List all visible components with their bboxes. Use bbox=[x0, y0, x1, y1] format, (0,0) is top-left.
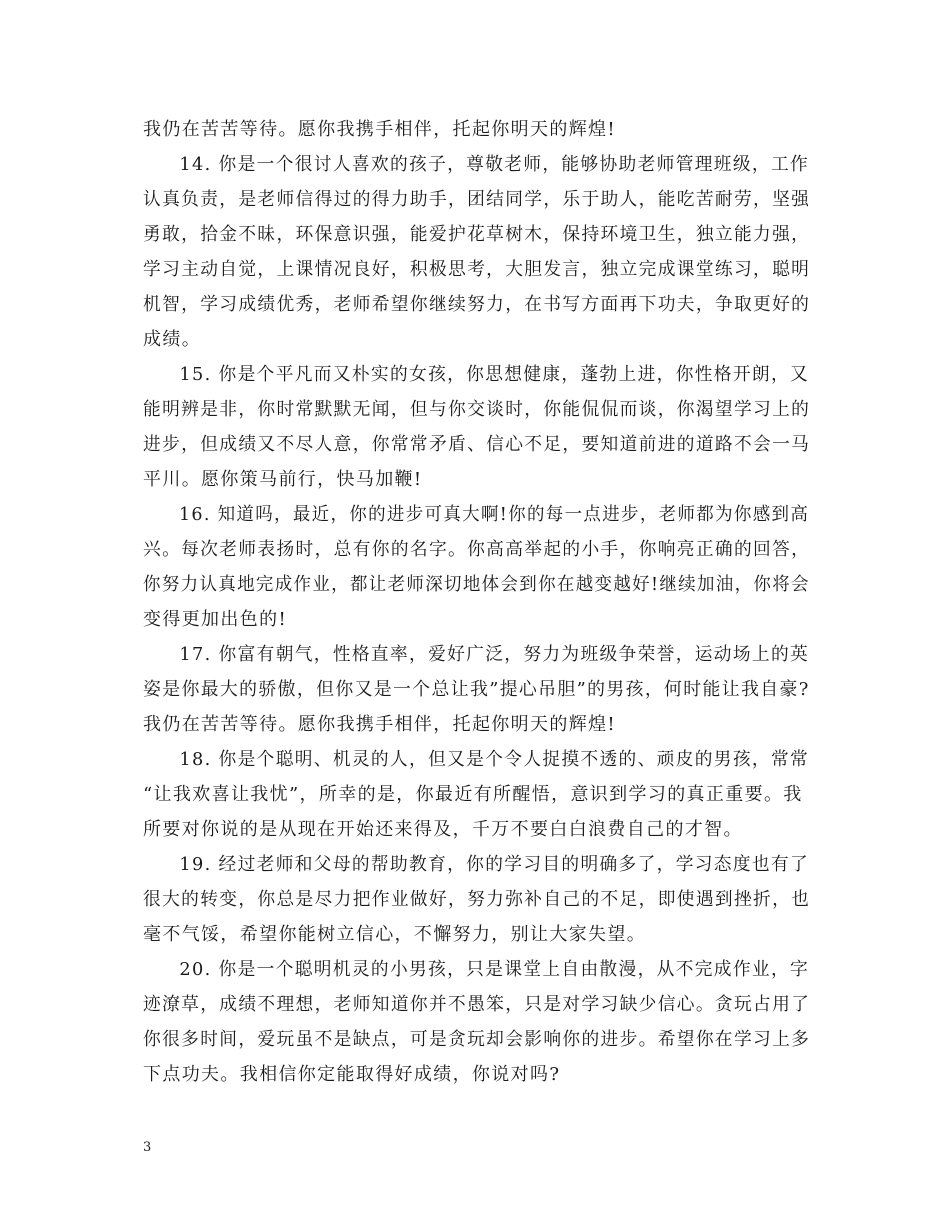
paragraph bbox=[143, 112, 810, 147]
text-line: 你很多时间，爱玩虽不是缺点，可是贪玩却会影响你的进步。希望你在学习上多 bbox=[143, 1029, 811, 1050]
text-line: 14. 你是一个很讨人喜欢的孩子，尊敬老师，能够协助老师管理班级，工作 bbox=[179, 154, 810, 175]
text-line: 17. 你富有朝气，性格直率，爱好广泛，努力为班级争荣誉，运动场上的英 bbox=[179, 644, 810, 665]
paragraph bbox=[143, 637, 810, 742]
text-line: 认真负责，是老师信得过的得力助手，团结同学，乐于助人，能吃苦耐劳，坚强 bbox=[143, 189, 811, 210]
text-line: 能明辨是非，你时常默默无闻，但与你交谈时，你能侃侃而谈，你渴望学习上的 bbox=[143, 399, 811, 420]
text-line: 15. 你是个平凡而又朴实的女孩，你思想健康，蓬勃上进，你性格开朗，又 bbox=[179, 364, 810, 385]
paragraph bbox=[143, 497, 810, 637]
page-number: 3 bbox=[143, 1140, 152, 1155]
paragraph bbox=[143, 147, 810, 357]
paragraph bbox=[143, 742, 810, 847]
text-line: 很大的转变，你总是尽力把作业做好，努力弥补自己的不足，即使遇到挫折，也 bbox=[143, 889, 811, 910]
text-line: 所要对你说的是从现在开始还来得及，千万不要白白浪费自己的才智。 bbox=[143, 819, 743, 840]
text-line: 16. 知道吗，最近，你的进步可真大啊!你的每一点进步，老师都为你感到高 bbox=[178, 504, 810, 525]
text-line: 变得更加出色的! bbox=[143, 609, 288, 630]
text-line: 你努力认真地完成作业，都让老师深切地体会到你在越变越好!继续加油，你将会 bbox=[143, 574, 810, 595]
paragraph bbox=[143, 952, 810, 1092]
text-line: 进步，但成绩又不尽人意，你常常矛盾、信心不足，要知道前进的道路不会一马 bbox=[143, 434, 811, 455]
text-line: 姿是你最大的骄傲，但你又是一个总让我”提心吊胆”的男孩，何时能让我自豪? bbox=[143, 679, 810, 700]
text-line: 勇敢，拾金不昧，环保意识强，能爱护花草树木，保持环境卫生，独立能力强， bbox=[143, 224, 811, 245]
text-line: 19. 经过老师和父母的帮助教育，你的学习目的明确多了，学习态度也有了 bbox=[179, 854, 810, 875]
text-line: 迹潦草，成绩不理想，老师知道你并不愚笨，只是对学习缺少信心。贪玩占用了 bbox=[143, 994, 811, 1015]
text-line: 成绩。 bbox=[143, 329, 202, 350]
paragraph bbox=[143, 847, 810, 952]
text-line: 我仍在苦苦等待。愿你我携手相伴，托起你明天的辉煌! bbox=[143, 119, 616, 140]
text-line: 20. 你是一个聪明机灵的小男孩，只是课堂上自由散漫，从不完成作业，字 bbox=[179, 959, 810, 980]
text-line: “让我欢喜让我忧”，所幸的是，你最近有所醒悟，意识到学习的真正重要。我 bbox=[143, 784, 803, 805]
text-line: 平川。愿你策马前行，快马加鞭! bbox=[143, 469, 423, 490]
text-line: 兴。每次老师表扬时，总有你的名字。你高高举起的小手，你响亮正确的回答， bbox=[143, 539, 811, 560]
text-line: 学习主动自觉，上课情况良好，积极思考，大胆发言，独立完成课堂练习，聪明 bbox=[143, 259, 811, 280]
text-line: 下点功夫。我相信你定能取得好成绩，你说对吗? bbox=[143, 1064, 561, 1085]
document-body bbox=[143, 112, 810, 1092]
text-line: 我仍在苦苦等待。愿你我携手相伴，托起你明天的辉煌! bbox=[143, 714, 616, 735]
text-line: 18. 你是个聪明、机灵的人，但又是个令人捉摸不透的、顽皮的男孩，常常 bbox=[179, 749, 810, 770]
text-line: 机智，学习成绩优秀，老师希望你继续努力，在书写方面再下功夫，争取更好的 bbox=[143, 294, 811, 315]
text-line: 毫不气馁，希望你能树立信心，不懈努力，别让大家失望。 bbox=[143, 924, 647, 945]
paragraph bbox=[143, 357, 810, 497]
